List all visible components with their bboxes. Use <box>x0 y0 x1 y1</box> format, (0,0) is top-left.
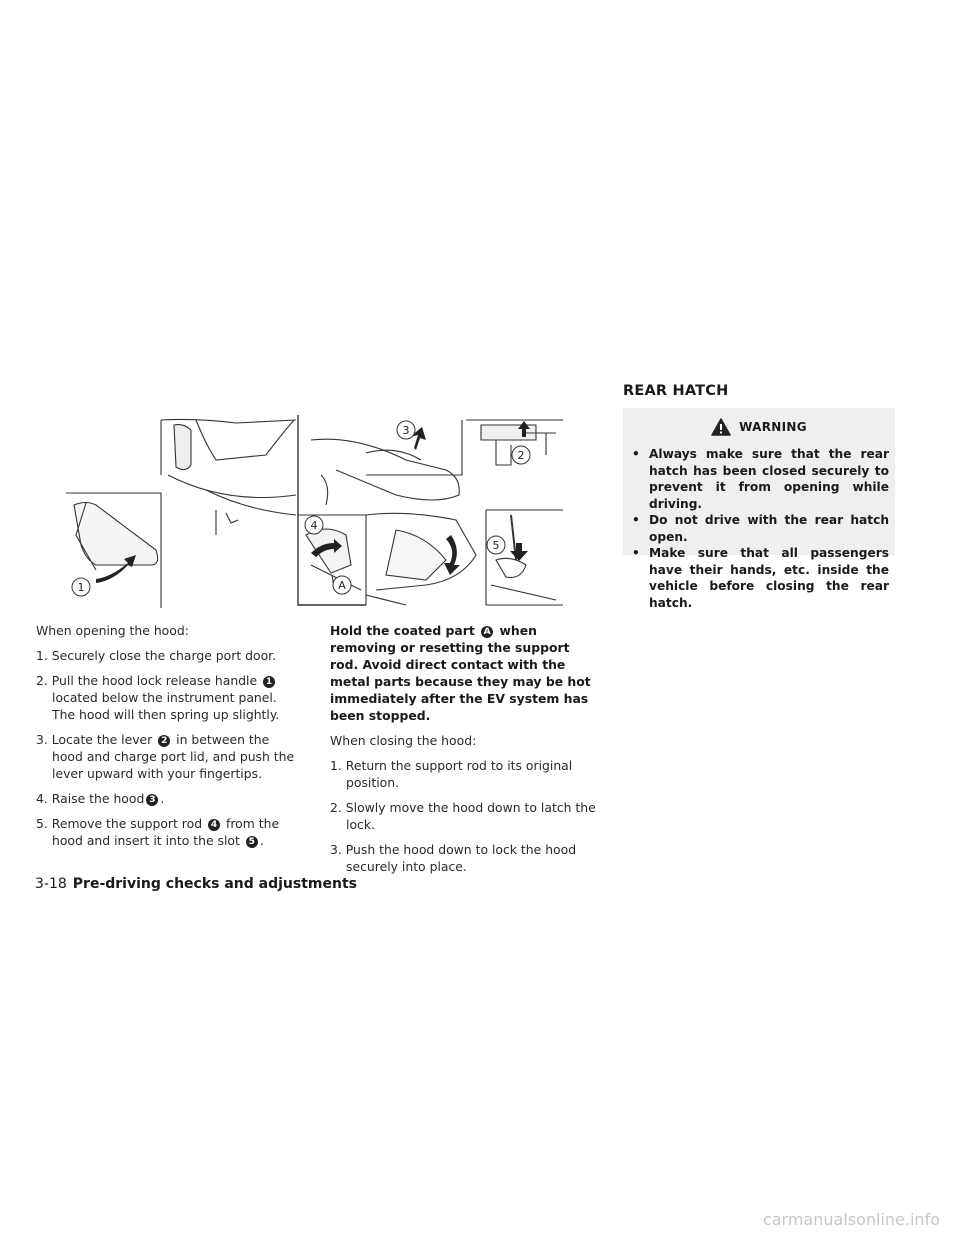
callout-A: A <box>338 579 346 592</box>
section-title: REAR HATCH <box>623 383 729 399</box>
opening-instructions <box>36 622 302 857</box>
ref-badge: 3 <box>146 794 158 806</box>
ref-badge: 1 <box>263 676 275 688</box>
warning-header <box>623 408 895 446</box>
opening-step-2: 2. Pull the hood lock release handle 1 located below the instrument panel. The hood will then spring up slightly. <box>36 673 280 722</box>
page-number: 3-18 <box>35 876 67 892</box>
closing-intro: When closing the hood: <box>330 733 477 748</box>
hood-opening-illustration <box>66 415 563 608</box>
opening-step-5: 5. Remove the support rod 4 from the hood and insert it into the slot 5 . <box>36 816 280 848</box>
callout-4: 4 <box>310 519 318 532</box>
opening-step-4: 4. Raise the hood 3 . <box>36 791 165 806</box>
callout-1: 1 <box>77 581 85 594</box>
warning-item: • Make sure that all passengers have their hands, etc. inside the vehicle before closing the rear hatch. <box>632 546 889 610</box>
opening-intro: When opening the hood: <box>36 623 189 638</box>
warning-box <box>623 408 895 610</box>
callout-5: 5 <box>492 539 500 552</box>
ref-badge: 5 <box>246 836 258 848</box>
warning-item: • Do not drive with the rear hatch open. <box>632 513 889 544</box>
warning-item: • Always make sure that the rear hatch has been closed securely to prevent it from opening while driving. <box>632 447 889 511</box>
ref-badge: 4 <box>208 819 220 831</box>
chapter-title: Pre-driving checks and adjustments <box>72 876 357 892</box>
ref-badge: A <box>481 626 493 638</box>
opening-step-3: 3. Locate the lever 2 in between the hood and charge port lid, and push the lever upward with your fingertips. <box>36 732 295 781</box>
closing-instructions <box>330 622 602 883</box>
caution-text: Hold the coated part A when removing or resetting the support rod. Avoid direct contact with the metal parts because they may be hot immediately after the EV system has been stopped. <box>330 623 591 723</box>
page-footer <box>35 876 357 892</box>
callout-2: 2 <box>517 449 525 462</box>
closing-step-1: 1. Return the support rod to its original position. <box>330 758 573 790</box>
ref-badge: 2 <box>158 735 170 747</box>
closing-step-3: 3. Push the hood down to lock the hood securely into place. <box>330 842 577 874</box>
callout-3: 3 <box>402 424 410 437</box>
warning-label: WARNING <box>739 420 807 434</box>
watermark: carmanualsonline.info <box>762 1210 940 1229</box>
opening-step-1: 1. Securely close the charge port door. <box>36 648 277 663</box>
closing-step-2: 2. Slowly move the hood down to latch the lock. <box>330 800 596 832</box>
warning-icon <box>711 418 731 436</box>
warning-list <box>623 446 895 611</box>
